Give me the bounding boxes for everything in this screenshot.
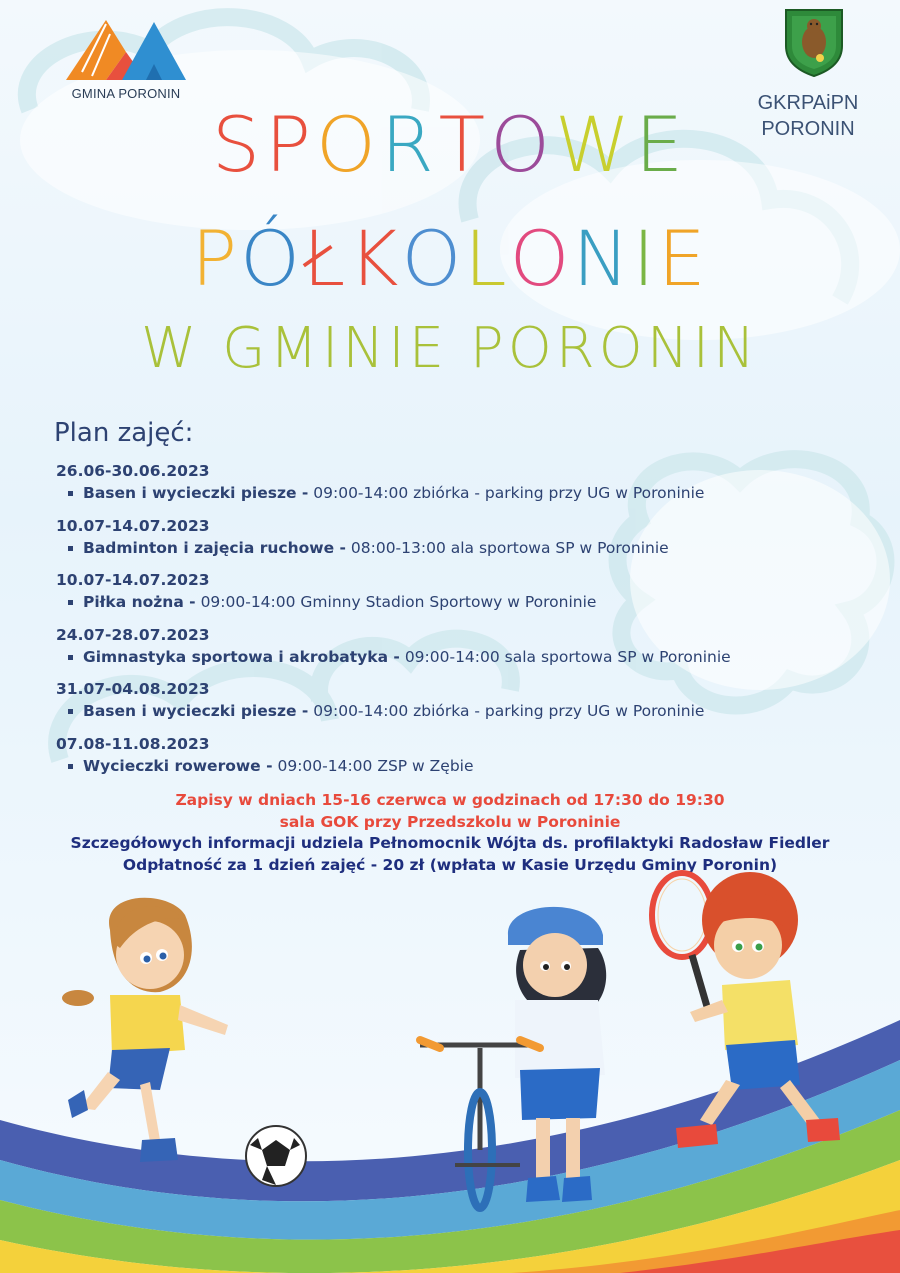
schedule-item — [56, 624, 876, 679]
registration-place: sala GOK przy Przedszkolu w Poroninie — [279, 812, 621, 831]
registration-dates: Zapisy w dniach 15-16 czerwca w godzinach od 17:30 do 19:30 — [175, 791, 725, 809]
schedule-date: 07.08-11.08.2023 — [56, 734, 210, 753]
schedule-list — [56, 460, 876, 787]
activity-details: 09:00-14:00 Gminny Stadion Sportowy w Poroninie — [200, 593, 597, 611]
activity-name: Wycieczki rowerowe - — [83, 756, 273, 775]
org-line-2: PORONIN — [761, 118, 855, 140]
soccer-ball-icon — [246, 1126, 306, 1186]
activity-name: Basen i wycieczki piesze - — [83, 484, 309, 502]
org-line-1: GKRPAiPN — [757, 92, 859, 114]
activity-name: Gimnastyka sportowa i akrobatyka - — [83, 647, 400, 666]
schedule-activity-line — [56, 700, 876, 722]
gmina-logo — [62, 12, 190, 101]
bullet-icon — [68, 600, 73, 605]
title-letter: I — [632, 214, 658, 303]
title-letter: E — [635, 100, 689, 189]
schedule-date: 10.07-14.07.2023 — [56, 516, 210, 535]
bullet-icon — [68, 491, 73, 496]
title-letter: Ł — [302, 214, 349, 303]
title-letter: R — [380, 100, 439, 189]
title-letter: O — [316, 100, 381, 189]
plan-heading: Plan zajęć: — [54, 418, 194, 448]
schedule-activity-line — [56, 482, 876, 504]
bullet-icon — [68, 546, 73, 551]
schedule-date: 24.07-28.07.2023 — [56, 625, 210, 644]
boy-tennis-player-icon — [652, 872, 840, 1148]
schedule-item — [56, 515, 876, 570]
title-letter: L — [464, 214, 510, 303]
gmina-logo-caption: GMINA PORONIN — [71, 86, 181, 101]
title-letter: T — [438, 100, 491, 189]
title-letter: Ó — [240, 214, 303, 303]
schedule-item — [56, 460, 876, 515]
schedule-date: 26.06-30.06.2023 — [56, 462, 210, 480]
contact-info: Szczegółowych informacji udziela Pełnomocnik Wójta ds. profilaktyki Radosław Fiedler — [70, 834, 830, 852]
schedule-date: 10.07-14.07.2023 — [56, 571, 210, 589]
title-letter: P — [265, 100, 316, 189]
fee-info: Odpłatność za 1 dzień zajęć - 20 zł (wpłata w Kasie Urzędu Gminy Poronin) — [122, 855, 778, 874]
schedule-activity-line — [56, 646, 876, 668]
bullet-icon — [68, 764, 73, 769]
title-letter: N — [572, 214, 633, 303]
title-letter: O — [401, 214, 465, 303]
schedule-item — [56, 569, 876, 624]
schedule-activity-line — [56, 537, 876, 559]
activity-details: 08:00-13:00 ala sportowa SP w Poroninie — [350, 538, 669, 557]
title-letter: P — [191, 214, 241, 303]
schedule-item — [56, 678, 876, 733]
crest-bear-icon — [782, 6, 846, 78]
activity-details: 09:00-14:00 zbiórka - parking przy UG w Poroninie — [313, 484, 705, 502]
title-letter: O — [490, 100, 555, 189]
schedule-activity-line — [56, 755, 876, 777]
girl-with-bicycle-icon — [420, 907, 606, 1208]
title-w-gminie-poronin: W GMINIE PORONIN — [140, 316, 760, 381]
title-letter: S — [211, 100, 266, 189]
title-letter: K — [348, 214, 402, 303]
bullet-icon — [68, 709, 73, 714]
schedule-date: 31.07-04.08.2023 — [56, 680, 210, 698]
activity-details: 09:00-14:00 zbiórka - parking przy UG w Poroninie — [313, 702, 705, 720]
activity-name: Basen i wycieczki piesze - — [83, 702, 309, 720]
schedule-activity-line — [56, 591, 876, 613]
activity-name: Badminton i zajęcia ruchowe - — [83, 538, 346, 557]
activity-details: 09:00-14:00 ZSP w Zębie — [277, 756, 474, 775]
activity-name: Piłka nożna - — [83, 593, 196, 611]
activity-details: 09:00-14:00 sala sportowa SP w Poroninie — [404, 647, 731, 666]
schedule-item — [56, 733, 876, 788]
title-polkolonie — [0, 214, 900, 303]
title-sportowe — [0, 100, 900, 189]
kids-illustration — [0, 860, 900, 1273]
title-letter: W — [554, 100, 636, 189]
title-letter: E — [657, 214, 709, 303]
title-letter: O — [509, 214, 573, 303]
gmina-mountains-logo — [62, 12, 190, 84]
girl-soccer-player-icon — [62, 898, 228, 1162]
bullet-icon — [68, 655, 73, 660]
